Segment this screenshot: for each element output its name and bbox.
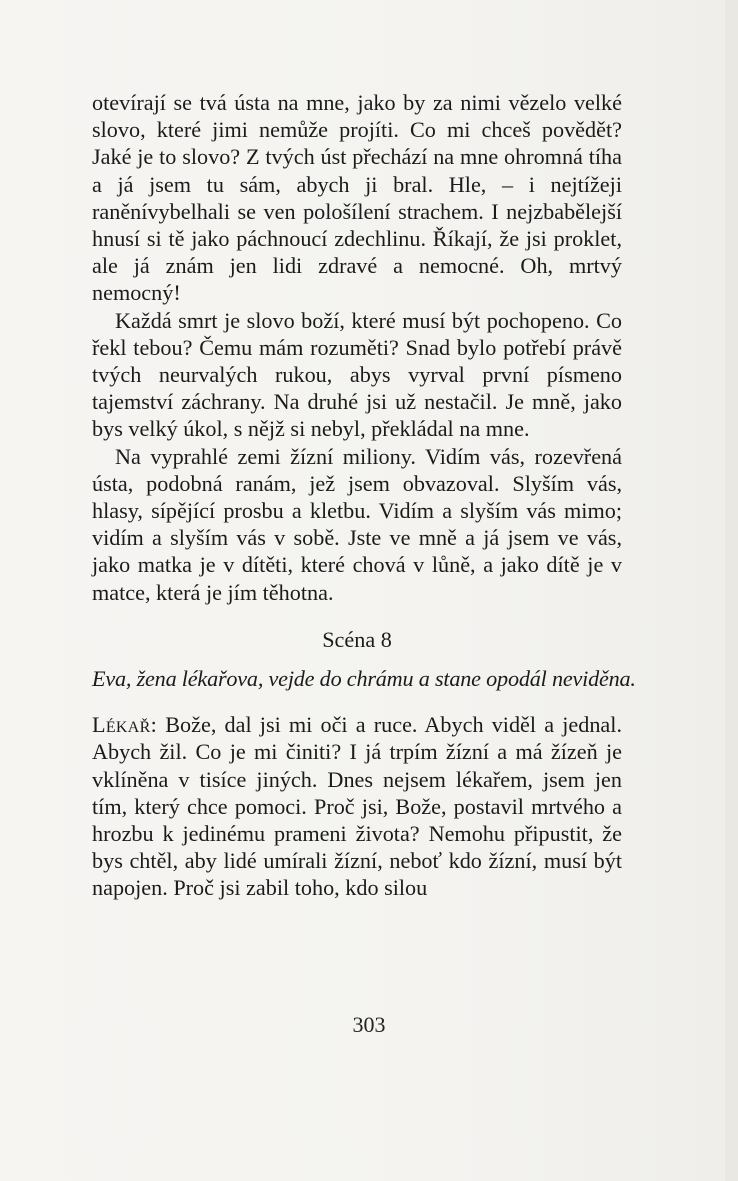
speech xyxy=(92,711,622,901)
speech-text: Bože, dal jsi mi oči a ruce. Abych viděl a jednal. Abych žil. Co je mi činiti? I já trpím žízní a má žízeň je vklíněna v tisíce jiných. Dnes nejsem lékařem, jsem jen tím, který chce pomoci. Proč jsi, Bože, postavil mrtvého a hrozbu k jedinému prameni života? Nemohu připustit, že bys chtěl, aby lidé umírali žízní, neboť kdo žízní, musí být napojen. Proč jsi zabil toho, kdo silou xyxy=(92,712,622,901)
body-text xyxy=(92,89,636,902)
stage-direction: Eva, žena lékařova, vejde do chrámu a stane opodál neviděna. xyxy=(92,666,636,692)
paragraph-3: Na vyprahlé zemi žízní miliony. Vidím vás, rozevřená ústa, podobná ranám, jež jsem obvazoval. Slyším vás, hlasy, sípějící prosbu a kletbu. Vidím a slyším vás mimo; vidím a slyším vás v sobě. Jste ve mně a já jsem ve vás, jako matka je v dítěti, které chová v lůně, a jako dítě je v matce, která je jím těhotna. xyxy=(92,443,622,605)
page-number: 303 xyxy=(352,1012,386,1037)
paragraph-2: Každá smrt je slovo boží, které musí být pochopeno. Co řekl tebou? Čemu mám rozuměti? Snad bylo potřebí právě tvých neurvalých rukou, abys vyrval první písmeno tajemství záchrany. Na druhé jsi už nestačil. Je mně, jako bys velký úkol, s nějž si nebyl, překládal na mne. xyxy=(92,307,622,442)
paragraph-1: otevírají se tvá ústa na mne, jako by za nimi vězelo velké slovo, které jimi nemůže projíti. Co mi chceš povědět? Jaké je to slovo? Z tvých úst přechází na mne ohromná tíha a já jsem tu sám, abych ji bral. Hle, – i nejtížeji raněnívybelhali se ven pološílení strachem. I nejzbabělejší hnusí si tě jako páchnoucí zdechlinu. Říkají, že jsi proklet, ale já znám jen lidi zdravé a nemocné. Oh, mrtvý nemocný! xyxy=(92,90,622,306)
scene-heading: Scéna 8 xyxy=(322,626,392,652)
right-page-shadow xyxy=(725,0,738,1181)
speaker-name: Lékař: xyxy=(92,712,158,738)
